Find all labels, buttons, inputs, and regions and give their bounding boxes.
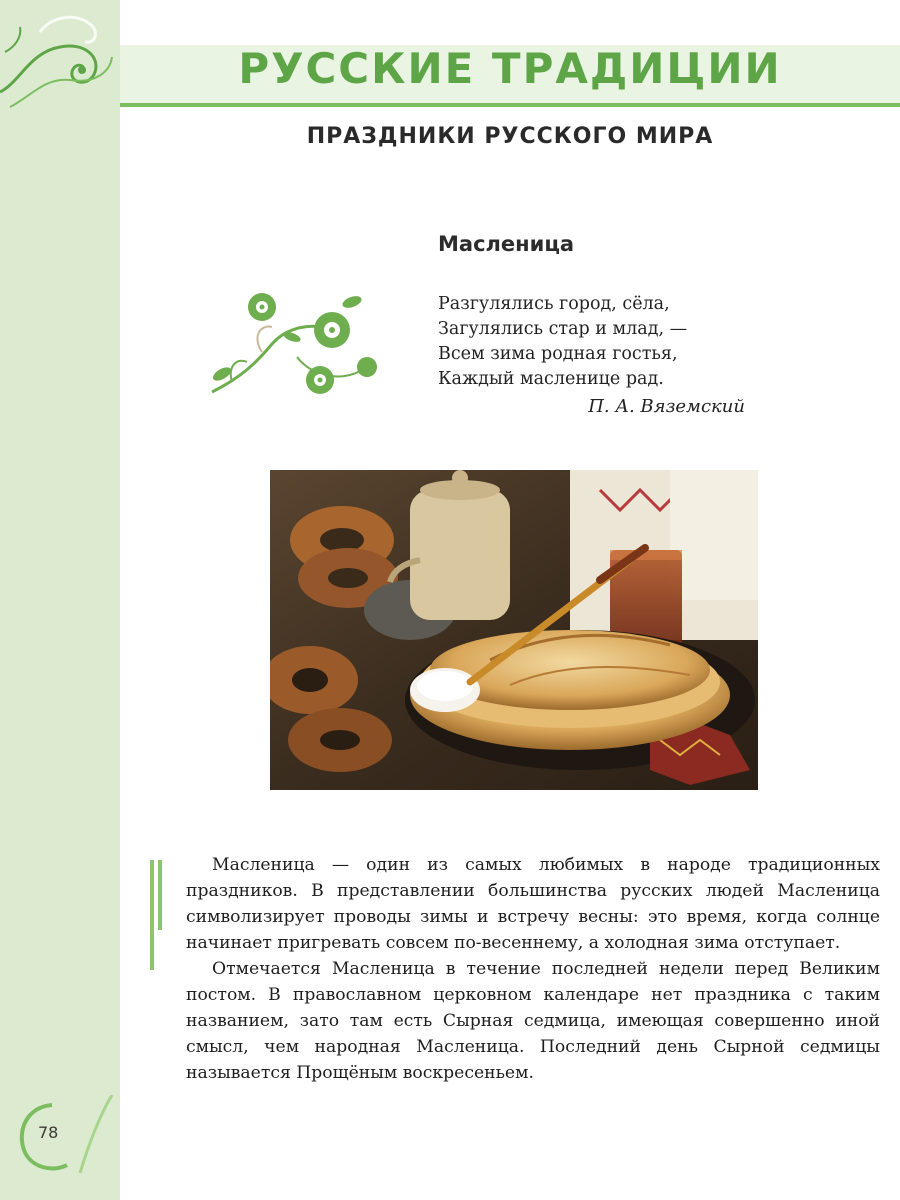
page-subtitle: ПРАЗДНИКИ РУССКОГО МИРА (306, 124, 714, 149)
page-title: РУССКИЕ ТРАДИЦИИ (238, 44, 782, 93)
title-underline (120, 103, 900, 107)
poem-line: Загулялись стар и млад, — (438, 319, 688, 339)
body-text (186, 852, 880, 1086)
poem-line: Всем зима родная гостья, (438, 344, 678, 364)
left-sidebar (0, 0, 120, 1200)
poem (438, 292, 687, 392)
maslenitsa-photo (270, 470, 758, 790)
swirl-ornament-icon (0, 12, 130, 112)
page-number: 78 (38, 1123, 59, 1142)
accent-bar (150, 860, 154, 970)
poem-line: Разгулялись город, сёла, (438, 294, 670, 314)
floral-ornament-icon (202, 282, 392, 412)
swirl-frame-icon (12, 1095, 122, 1175)
section-title: Масленица (438, 232, 575, 256)
poem-line: Каждый масленице рад. (438, 369, 664, 389)
paragraph: Отмечается Масленица в течение последней недели перед Великим постом. В православном церковном календаре нет праздника с таким названием, зато там есть Сырная седмица, имеющая совершенно иной смысл, чем народная Масленица. Последний день Сырной седмицы называется Прощёным воскресеньем. (186, 959, 880, 1083)
poem-author: П. А. Вяземский (588, 396, 745, 417)
paragraph: Масленица — один из самых любимых в народе традиционных праздников. В представлении большинства русских людей Масленица символизирует проводы зимы и встречу весны: это время, когда солнце начинает пригревать совсем по-весеннему, а холодная зима отступает. (186, 855, 880, 953)
accent-bar (158, 860, 162, 930)
